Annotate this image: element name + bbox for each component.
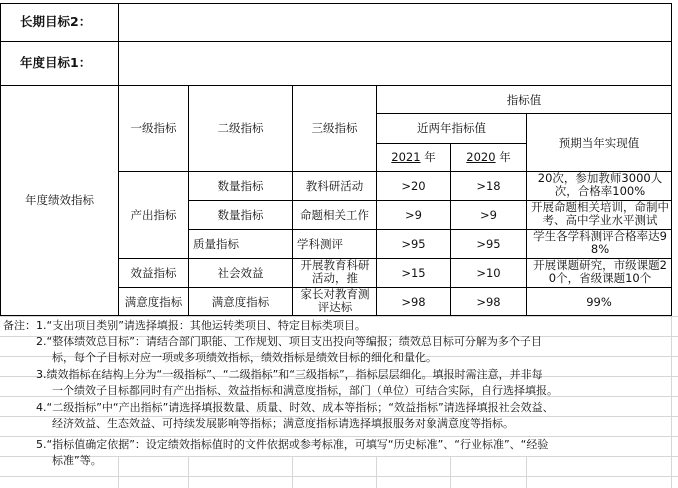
col-level2-header: 二级指标 — [217, 121, 264, 135]
col-recent-header: 近两年指标值 — [417, 121, 486, 135]
row4-expected: 99% — [586, 295, 612, 309]
col-expected-header: 预期当年实现值 — [558, 136, 640, 150]
row3-expected: 开展课题研究，市级课题20个，省级课题10个 — [533, 259, 667, 285]
row2-value-2021: >95 — [401, 237, 426, 251]
row4-level2: 满意度指标 — [211, 295, 270, 309]
note-line-1: 1.“支出项目类别”请选择填报：其他运转类项目、特定目标类项目。 — [36, 319, 366, 332]
row1-expected: 开展命题相关培训，命制中考、高中学业水平测试 — [531, 201, 669, 227]
row3-level3: 开展教育科研活动，推 — [300, 259, 370, 285]
row1-value-2021: >9 — [405, 208, 422, 222]
row0-value-2021: >20 — [401, 179, 426, 193]
note-line-5: 一个绩效子目标都同时有产出指标、效益指标和满意度指标，部门（单位）可结合实际，自行选择填报。 — [52, 384, 558, 397]
year-2020-header: 2020 年 — [466, 150, 511, 164]
annual-indicators-label: 年度绩效指标 — [25, 193, 94, 207]
row0-value-2020: >18 — [476, 179, 501, 193]
row1-level3: 命题相关工作 — [300, 208, 369, 222]
row4-value-2021: >98 — [401, 295, 426, 309]
row0-level3: 教科研活动 — [305, 179, 364, 193]
row4-value-2020: >98 — [476, 295, 501, 309]
notes-prefix: 备注： — [3, 319, 36, 332]
note-line-8: 5.“指标值确定依据”：设定绩效指标值时的文件依据或参考标准，可填写“历史标准”、“行业标准”、“经验 — [36, 438, 549, 451]
row3-level1: 效益指标 — [130, 266, 177, 280]
row1-level2: 数量指标 — [217, 208, 264, 222]
note-line-7: 经济效益、生态效益、可持续发展影响等指标；满意度指标请选择填报服务对象满意度等指标。 — [52, 417, 514, 430]
note-line-4: 3.绩效指标在结构上分为“一级指标”、“二级指标”和“三级指标”，指标层层细化。填报时需注意，并非每 — [36, 368, 543, 381]
row0-level2: 数量指标 — [217, 179, 264, 193]
row2-expected: 学生各学科测评合格率达98% — [533, 230, 667, 256]
row2-level3: 学科测评 — [297, 237, 343, 251]
row-output-level1: 产出指标 — [130, 208, 177, 222]
row0-expected: 20次，参加教师3000人次，合格率100% — [537, 172, 663, 198]
year-2021-header: 2021 年 — [391, 150, 436, 164]
row3-level2: 社会效益 — [217, 266, 264, 280]
note-line-9: 标准”等。 — [52, 454, 102, 467]
row4-level1: 满意度指标 — [124, 295, 183, 309]
row2-level2: 质量指标 — [193, 237, 239, 251]
annual-goal-label: 年度目标1： — [20, 56, 92, 70]
row1-value-2020: >9 — [480, 208, 497, 222]
col-level1-header: 一级指标 — [130, 121, 177, 135]
row3-value-2020: >10 — [476, 266, 501, 280]
row3-value-2021: >15 — [401, 266, 426, 280]
col-level3-header: 三级指标 — [311, 121, 358, 135]
long-term-goal-label: 长期目标2： — [20, 15, 92, 29]
note-line-3: 标，每个子目标对应一项或多项绩效指标，绩效指标是绩效目标的细化和量化。 — [52, 351, 437, 364]
note-line-2: 2.“整体绩效总目标”：请结合部门职能、工作规划、项目支出投向等编报；绩效总目标可分解为多个子目 — [36, 335, 542, 348]
row2-value-2020: >95 — [476, 237, 501, 251]
note-line-6: 4.“二级指标”中“产出指标”请选择填报数量、质量、时效、成本等指标；“效益指标”请选择填报社会效益、 — [36, 401, 554, 414]
row4-level3: 家长对教育测评达标 — [300, 288, 370, 314]
col-value-header: 指标值 — [506, 93, 542, 107]
